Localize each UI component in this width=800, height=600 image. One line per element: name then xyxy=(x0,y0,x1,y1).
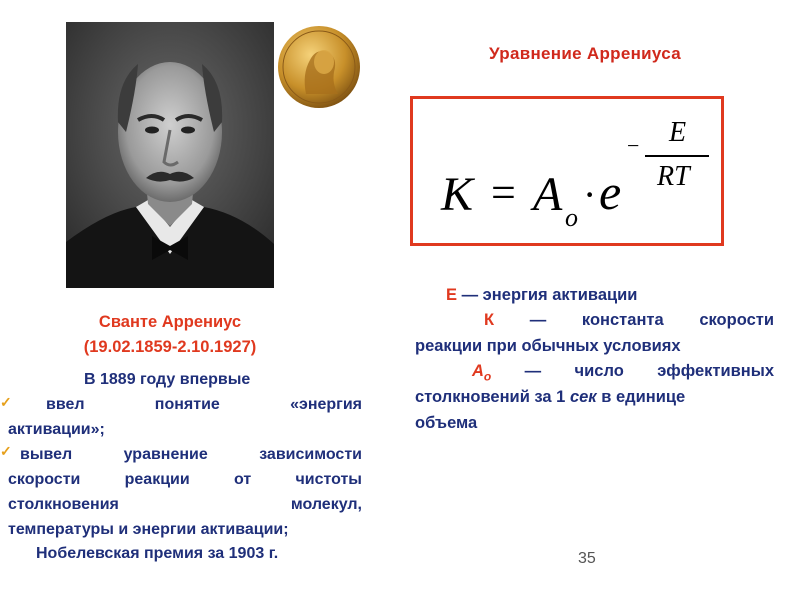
definition-k-word: — xyxy=(529,311,547,329)
definition-a-symbol: $A_o$ xyxy=(472,362,492,384)
definition-e xyxy=(446,283,637,308)
definition-a-line3: объема xyxy=(415,414,478,432)
formula-dot: · xyxy=(583,172,597,217)
slide-title: Уравнение Аррениуса xyxy=(489,44,681,63)
formula-e: e xyxy=(599,164,622,220)
portrait-illustration xyxy=(66,22,274,288)
bio-line-5: скорости реакции от чистоты xyxy=(8,471,362,488)
formula-equals: = xyxy=(491,168,516,217)
formula-a: A xyxy=(533,168,563,221)
checkmark-icon: ✓ xyxy=(0,394,12,410)
formula-minus: − xyxy=(627,133,640,158)
definition-e-symbol: E xyxy=(446,286,458,304)
formula-a-subscript: o xyxy=(565,203,578,232)
portrait-caption-name: Сванте Аррениус xyxy=(98,313,242,331)
definition-a-word: — xyxy=(524,362,542,380)
definition-k-word: скорости xyxy=(699,311,774,329)
definition-k-symbol: К xyxy=(484,311,495,329)
bio-line-8: Нобелевская премия за 1903 г. xyxy=(36,545,279,562)
nobel-medal-image xyxy=(276,24,362,110)
definition-k-line1 xyxy=(484,308,774,333)
definition-a-word: эффективных xyxy=(657,362,774,380)
bio-line-2: ввел понятие «энергия xyxy=(46,396,362,413)
formula-k: K xyxy=(441,168,474,221)
formula-fraction-bar xyxy=(645,155,709,157)
definition-k-word: константа xyxy=(581,311,664,329)
bio-line-7: температуры и энергии активации; xyxy=(8,521,289,538)
portrait-caption-dates: (19.02.1859-2.10.1927) xyxy=(83,338,257,356)
checkmark-icon: ✓ xyxy=(0,443,12,459)
bio-line-3: активации»; xyxy=(8,421,105,438)
definition-a-line2: столкновений за 1 сек в единице xyxy=(415,388,686,406)
definition-a-word: число xyxy=(574,362,624,380)
portrait-photo xyxy=(66,22,274,288)
formula-exp-numerator: E xyxy=(669,117,687,148)
bio-line-6: столкновения молекул, xyxy=(8,496,362,513)
formula-exp-denominator: RT xyxy=(657,161,690,192)
formula-box xyxy=(410,96,724,246)
bio-line-1: В 1889 году впервые xyxy=(84,371,251,388)
medal-icon xyxy=(276,24,362,110)
bio-line-4: вывел уравнение зависимости xyxy=(20,446,362,463)
page-number: 35 xyxy=(578,550,596,567)
definition-k-line2: реакции при обычных условиях xyxy=(415,337,681,355)
definition-e-text: — энергия активации xyxy=(457,286,638,304)
